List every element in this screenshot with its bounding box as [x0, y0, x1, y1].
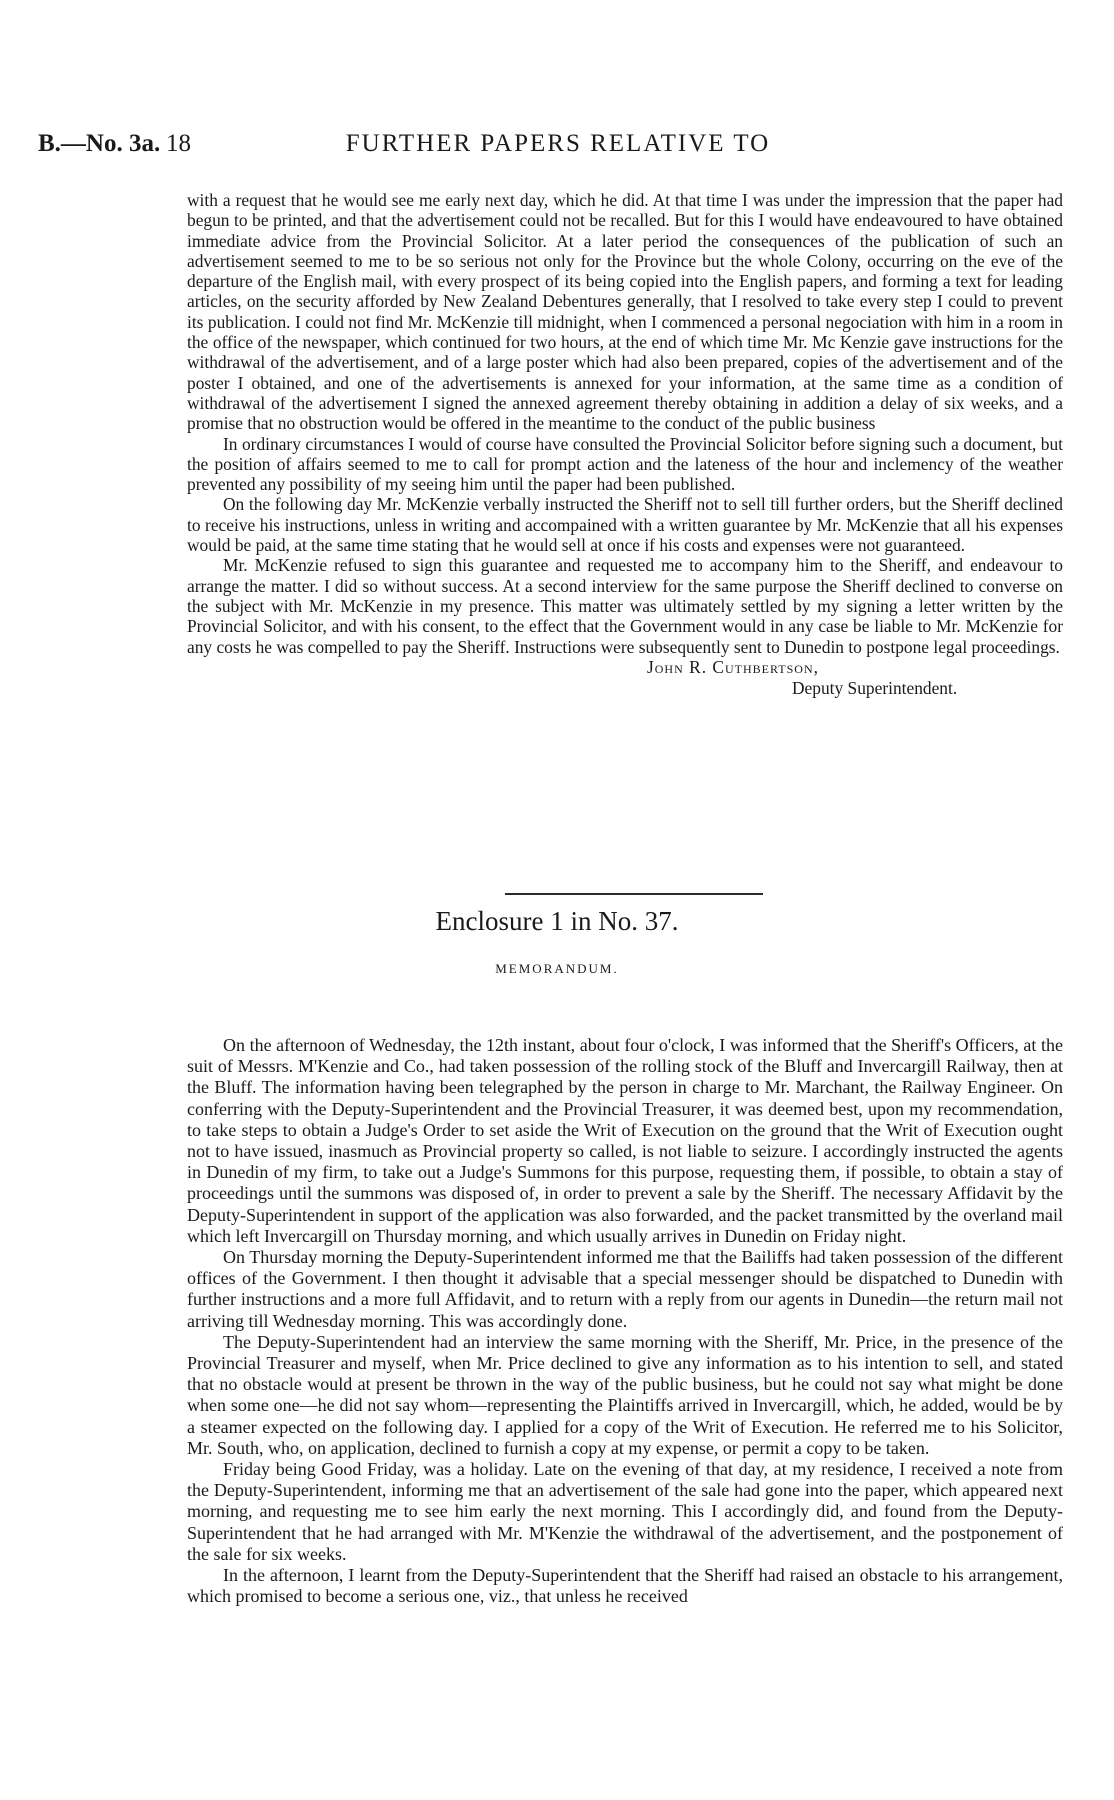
page-header — [38, 130, 1078, 170]
letter-paragraph: In ordinary circumstances I would of course have consulted the Provincial Solicitor before signing such a document, but the position of affairs seemed to me to call for prompt action and the lateness of the hour and inclemency of the weather prevented any possibility of my seeing him until the paper had been published. — [187, 433, 1063, 495]
memo-paragraph: In the afternoon, I learnt from the Deputy-Superintendent that the Sheriff had raised an obstacle to his arrangement, which promised to become a serious one, viz., that unless he received — [187, 1565, 1063, 1607]
memo-paragraph: Friday being Good Friday, was a holiday. Late on the evening of that day, at my residence, I received a note from the Deputy-Superintendent, informing me that an advertisement of the sale had gone into the paper, which appeared next morning, and requesting me to see him early the next morning. This I accordingly did, and found from the Deputy-Superintendent that he had arranged with Mr. M'Kenzie the withdrawal of the advertisement, and the postponement of the sale for six weeks. — [187, 1459, 1063, 1564]
memorandum-heading: MEMORANDUM. — [495, 961, 619, 976]
page-number: 18 — [166, 130, 191, 157]
enclosure-heading: Enclosure 1 in No. 37. — [435, 906, 679, 936]
memo-paragraph: On the afternoon of Wednesday, the 12th instant, about four o'clock, I was informed that the Sheriff's Officers, at the suit of Messrs. M'Kenzie and Co., had taken possession of the rolling stock of the Bluff and Invercargill Railway, then at the Bluff. The information having been telegraphed by the person in charge to Mr. Marchant, the Railway Engineer. On conferring with the Deputy-Superintendent and the Provincial Treasurer, it was deemed best, upon my recommendation, to take steps to obtain a Judge's Order to set aside the Writ of Execution on the ground that the Writ of Execution ought not to have issued, inasmuch as Provincial property so called, is not liable to seizure. I accordingly instructed the agents in Dunedin of my firm, to take out a Judge's Summons for this purpose, requesting them, if possible, to obtain a stay of proceedings until the summons was disposed of, in order to prevent a sale by the Sheriff. The necessary Affidavit by the Deputy-Superintendent in support of the application was also forwarded, and the packet transmitted by the overland mail which left Invercargill on Thursday morning, and which usually arrives in Dunedin on Friday night. — [187, 1035, 1063, 1246]
signature-title: Deputy Superintendent. — [792, 677, 958, 698]
letter-paragraph: with a request that he would see me early next day, which he did. At that time I was under the impression that the paper had begun to be printed, and that the advertisement could not be recalled. But for this I would have endeavoured to have obtained immediate advice from the Provincial Solicitor. At a later period the consequences of the publication of such an advertisement seemed to me to be so serious not only for the Province but the whole Colony, occurring on the eve of the departure of the English mail, with every prospect of its being copied into the English papers, and forming a text for leading articles, on the security afforded by New Zealand Debentures generally, that I resolved to take every step I could to prevent its publication. I could not find Mr. McKenzie till midnight, when I commenced a personal negociation with him in a room in the office of the newspaper, which continued for two hours, at the end of which time Mr. Mc Kenzie gave instructions for the withdrawal of the advertisement, and of a large poster which had also been prepared, copies of the advertisement and of the poster I obtained, and one of the advertisements is annexed for your information, at the same time as a condition of withdrawal of the advertisement I signed the annexed agreement thereby obtaining in addition a delay of six weeks, and a promise that no obstruction would be offered in the meantime to the conduct of the public business — [187, 190, 1063, 434]
memorandum-body — [187, 1035, 1063, 1607]
letter-paragraph: On the following day Mr. McKenzie verbally instructed the Sheriff not to sell till further orders, but the Sheriff declined to receive his instructions, unless in writing and accompained with a written guarantee by Mr. McKenzie that all his expenses would be paid, at the same time stating that he would sell at once if his costs and expenses were not guaranteed. — [187, 494, 1063, 556]
letter-paragraph: Mr. McKenzie refused to sign this guarantee and requested me to accompany him to the Sheriff, and endeavour to arrange the matter. I did so without success. At a second interview for the same purpose the Sheriff declined to converse on the subject with Mr. McKenzie in my presence. This matter was ultimately settled by my signing a letter written by the Provincial Solicitor, and with his consent, to the effect that the Government would in any case be liable to Mr. McKenzie for any costs he was compelled to pay the Sheriff. Instructions were subsequently sent to Dunedin to postpone legal proceedings. — [187, 555, 1063, 657]
section-divider — [505, 893, 763, 895]
memo-paragraph: On Thursday morning the Deputy-Superintendent informed me that the Bailiffs had taken possession of the different offices of the Government. I then thought it advisable that a special messenger should be dispatched to Dunedin with further instructions and a more full Affidavit, and to return with a reply from our agents in Dunedin—the return mail not arriving till Wednesday morning. This was accordingly done. — [187, 1247, 1063, 1331]
running-title: FURTHER PAPERS RELATIVE TO — [345, 130, 771, 157]
paper-reference: B.—No. 3a. — [38, 130, 161, 157]
signature-name: John R. Cuthbertson, — [647, 656, 819, 677]
memo-paragraph: The Deputy-Superintendent had an interview the same morning with the Sheriff, Mr. Price, in the presence of the Provincial Treasurer and myself, when Mr. Price declined to give any information as to his intention to sell, and stated that no obstacle would at present be thrown in the way of the public business, but he could not say what might be done when some one—he did not say whom—representing the Plaintiffs arrived in Invercargill, which, he added, would be by a steamer expected on the following day. I applied for a copy of the Writ of Execution. He referred me to his Solicitor, Mr. South, who, on application, declined to furnish a copy at my expense, or permit a copy to be taken. — [187, 1331, 1063, 1458]
letter-body — [187, 190, 1063, 699]
